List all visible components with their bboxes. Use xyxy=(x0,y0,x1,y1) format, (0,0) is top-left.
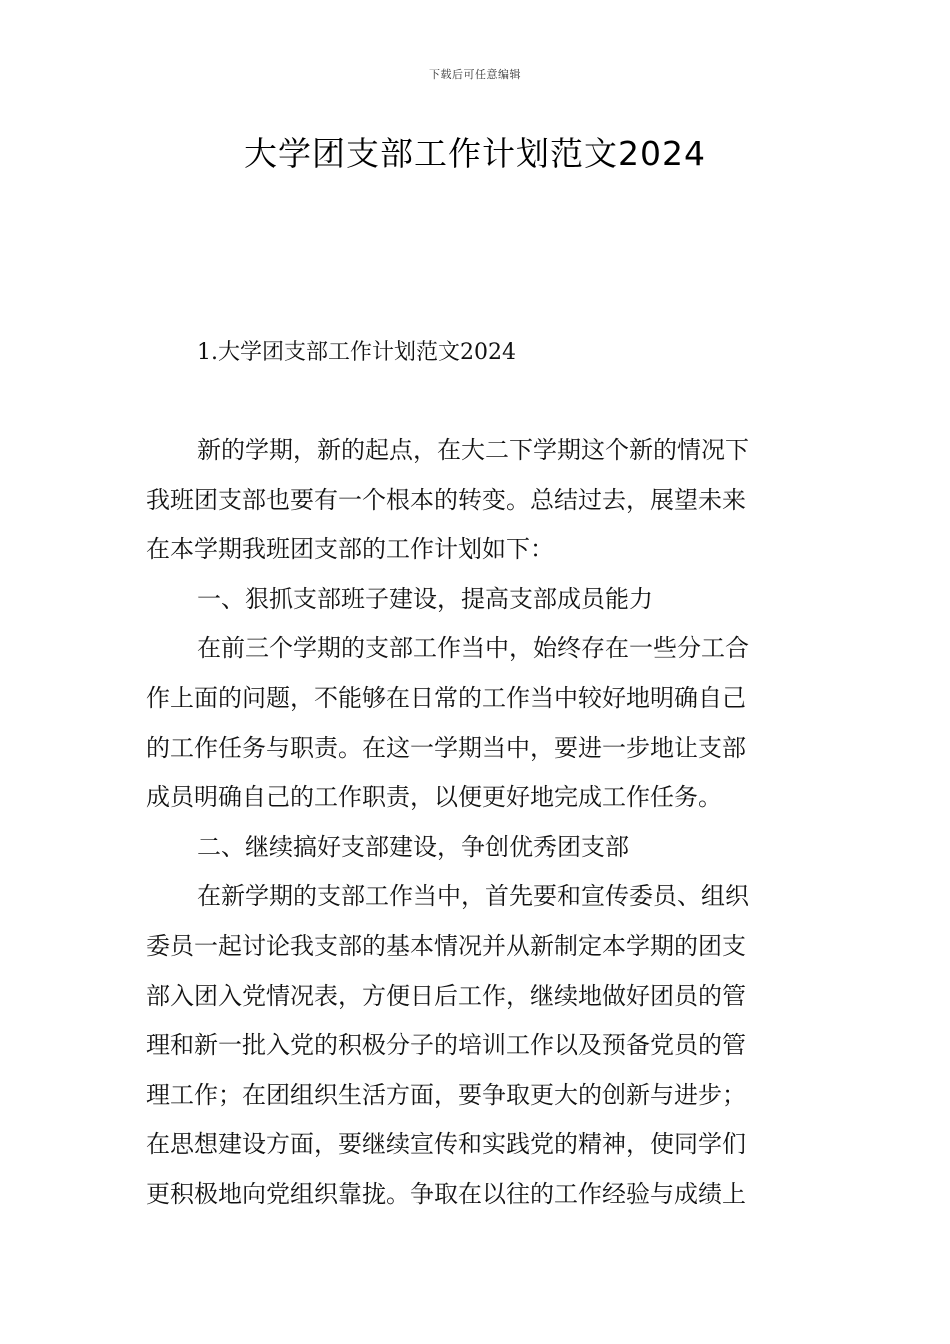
paragraph-line: 作上面的问题，不能够在日常的工作当中较好地明确自己 xyxy=(146,683,746,712)
paragraph-line: 在思想建设方面，要继续宣传和实践党的精神，使同学们 xyxy=(146,1130,746,1159)
document-title: 大学团支部工作计划范文2024 xyxy=(244,134,706,173)
subheading-line: 二、继续搞好支部建设，争创优秀团支部 xyxy=(197,832,629,861)
header-note: 下载后可任意编辑 xyxy=(429,68,521,81)
paragraph-line: 理工作；在团组织生活方面，要争取更大的创新与进步； xyxy=(146,1080,746,1109)
subheading-line: 一、狠抓支部班子建设，提高支部成员能力 xyxy=(197,584,653,613)
paragraph-line: 的工作任务与职责。在这一学期当中，要进一步地让支部 xyxy=(146,733,746,762)
paragraph-line: 我班团支部也要有一个根本的转变。总结过去，展望未来 xyxy=(146,485,746,514)
paragraph-line: 在新学期的支部工作当中，首先要和宣传委员、组织 xyxy=(197,882,749,911)
paragraph-line: 部入团入党情况表，方便日后工作，继续地做好团员的管 xyxy=(146,981,746,1010)
paragraph-line: 在本学期我班团支部的工作计划如下： xyxy=(146,535,554,564)
section-heading: 1.大学团支部工作计划范文2024 xyxy=(197,340,516,365)
paragraph-line: 成员明确自己的工作职责，以便更好地完成工作任务。 xyxy=(146,783,722,812)
paragraph-line: 新的学期，新的起点，在大二下学期这个新的情况下 xyxy=(197,436,749,464)
paragraph-line: 理和新一批入党的积极分子的培训工作以及预备党员的管 xyxy=(146,1031,746,1060)
paragraph-line: 在前三个学期的支部工作当中，始终存在一些分工合 xyxy=(197,634,749,663)
paragraph-line: 委员一起讨论我支部的基本情况并从新制定本学期的团支 xyxy=(146,931,746,960)
body-text xyxy=(146,426,810,1220)
paragraph-line: 更积极地向党组织靠拢。争取在以往的工作经验与成绩上 xyxy=(146,1179,746,1208)
